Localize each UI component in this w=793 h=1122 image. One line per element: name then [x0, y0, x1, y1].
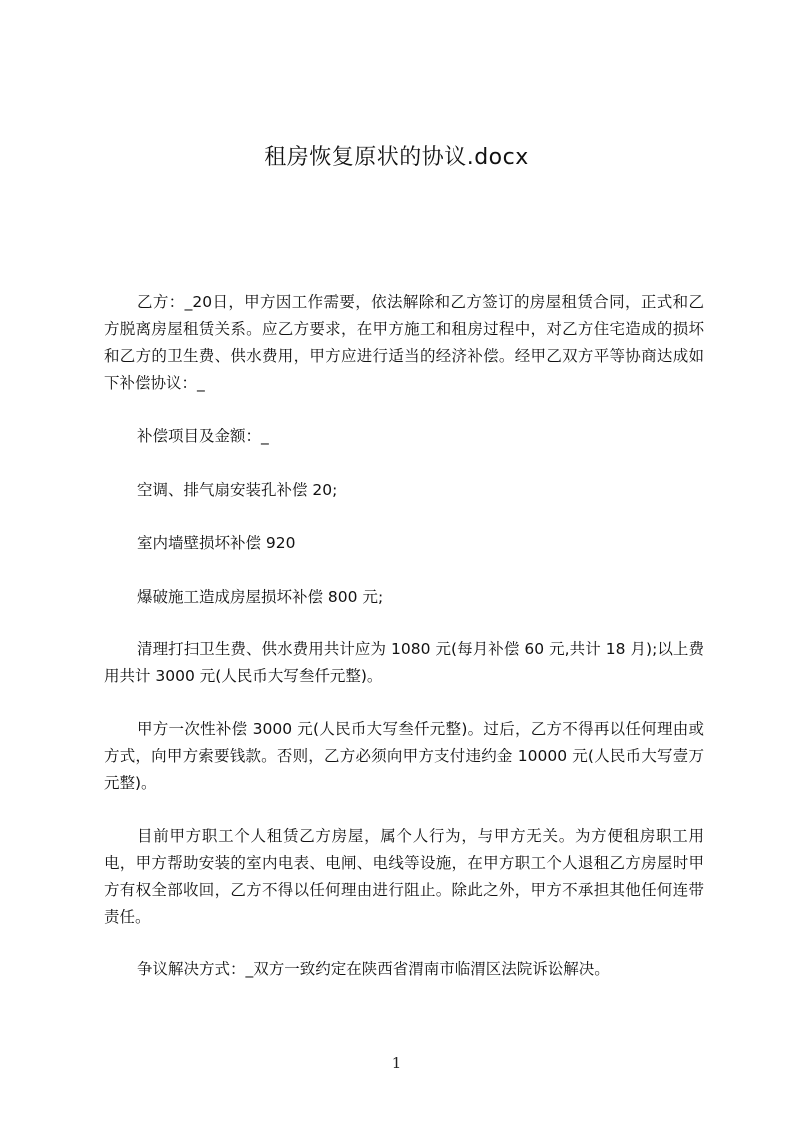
- intro-paragraph: 乙方：_20日，甲方因工作需要，依法解除和乙方签订的房屋租赁合同，正式和乙方脱离房屋租赁关系。应乙方要求，在甲方施工和租房过程中，对乙方住宅造成的损坏和乙方的卫生费、供水费用，甲方应进行适当的经济补偿。经甲乙双方平等协商达成如下补偿协议：_: [104, 293, 704, 392]
- employees-paragraph: 目前甲方职工个人租赁乙方房屋，属个人行为，与甲方无关。为方便租房职工用电，甲方帮助安装的室内电表、电闸、电线等设施，在甲方职工个人退租乙方房屋时甲方有权全部收回，乙方不得以任何理由进行阻止。除此之外，甲方不承担其他任何连带责任。: [104, 827, 704, 926]
- compensation-heading: 补偿项目及金额：_: [137, 427, 269, 445]
- compensation-item-ac: 空调、排气扇安装孔补偿 20;: [137, 481, 338, 499]
- compensation-item-wall: 室内墙壁损坏补偿 920: [137, 534, 296, 552]
- cleaning-paragraph: 清理打扫卫生费、供水费用共计应为 1080 元(每月补偿 60 元,共计 18 月);以上费用共计 3000 元(人民币大写叁仟元整)。: [104, 640, 704, 685]
- page-number: 1: [391, 1054, 402, 1072]
- compensation-item-blast: 爆破施工造成房屋损坏补偿 800 元;: [137, 588, 384, 606]
- dispute-paragraph: 争议解决方式：_双方一致约定在陕西省渭南市临渭区法院诉讼解决。: [137, 960, 610, 978]
- lump-sum-paragraph: 甲方一次性补偿 3000 元(人民币大写叁仟元整)。过后，乙方不得再以任何理由或方式，向甲方索要钱款。否则，乙方必须向甲方支付违约金 10000 元(人民币大写壹万元整)。: [104, 720, 704, 792]
- document-title: 租房恢复原状的协议.docx: [264, 145, 529, 170]
